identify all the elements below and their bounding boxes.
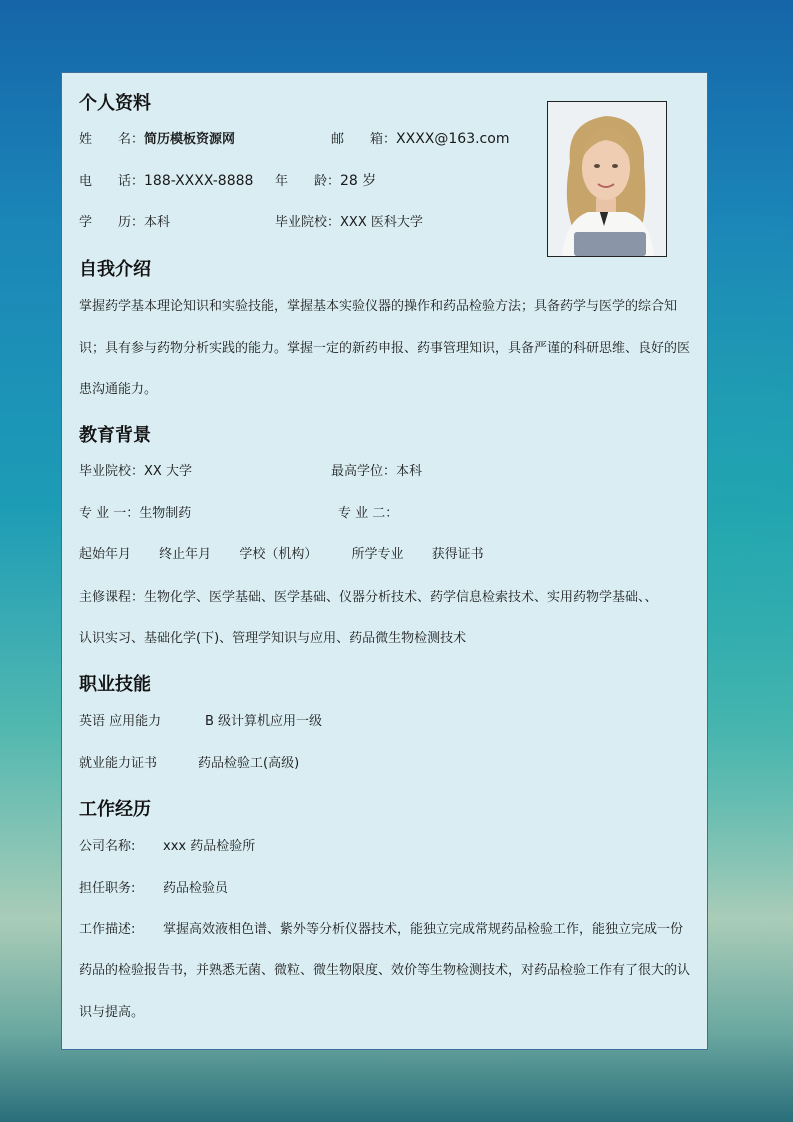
section-title-personal: 个人资料: [79, 93, 151, 114]
degree-row: [79, 214, 170, 232]
section-title-work: 工作经历: [79, 799, 151, 820]
column-end-date: 终止年月: [159, 547, 212, 562]
company-label: 公司名称:: [79, 839, 136, 854]
column-start-date: 起始年月: [79, 547, 132, 562]
phone-row: [79, 172, 253, 191]
company-value: xxx 药品检验所: [163, 839, 256, 854]
name-value: 简历模板资源网: [144, 132, 236, 147]
major2-row: [338, 505, 398, 523]
column-school: 学校（机构）: [239, 547, 318, 562]
major1-value: 生物制药: [139, 506, 192, 521]
desc-rest: 药品的检验报告书，并熟悉无菌、微粒、微生物限度、效价等生物检测技术，对药品检验工作有了很大的认识与提高。: [79, 963, 691, 1020]
major1-row: [79, 505, 191, 523]
portrait-image: [548, 102, 666, 256]
column-certificate: 获得证书: [431, 547, 484, 562]
skill-computer: B 级计算机应用一级: [205, 714, 323, 729]
age-row: [275, 172, 376, 191]
name-row: [79, 131, 235, 149]
skill-drug-inspector: 药品检验工(高级): [198, 756, 300, 771]
major1-label: 专 业 一：: [79, 506, 140, 521]
email-label: 邮 箱：: [331, 132, 397, 147]
position-value: 药品检验员: [163, 881, 229, 896]
skill-english: 英语 应用能力: [79, 714, 162, 729]
profile-photo: [547, 101, 667, 257]
courses-line-2: 认识实习、基础化学(下)、管理学知识与应用、药品微生物检测技术: [79, 631, 467, 646]
age-label: 年 龄：: [275, 174, 341, 189]
email-value: XXXX@163.com: [396, 131, 510, 147]
section-title-skills: 职业技能: [79, 674, 151, 695]
section-title-intro: 自我介绍: [79, 259, 151, 280]
school-value: XXX 医科大学: [340, 215, 423, 230]
resume-card: [61, 72, 708, 1050]
edu-degree-value: 本科: [396, 464, 423, 479]
school-label: 毕业院校：: [275, 215, 341, 230]
desc-line-1: 掌握高效液相色谱、紫外等分析仪器技术，能独立完成常规药品检验工作，能独立完成一份: [163, 922, 684, 937]
edu-degree-row: [331, 463, 422, 481]
desc-label: 工作描述:: [79, 922, 136, 937]
school-row: [275, 214, 423, 232]
major2-label: 专 业 二：: [338, 506, 399, 521]
phone-label: 电 话：: [79, 174, 145, 189]
courses-line-1: 主修课程：生物化学、医学基础、医学基础、仪器分析技术、药学信息检索技术、实用药物学基础、、: [79, 590, 658, 605]
degree-label: 学 历：: [79, 215, 145, 230]
edu-school-label: 毕业院校：: [79, 464, 145, 479]
name-label: 姓 名：: [79, 132, 145, 147]
intro-text: 掌握药学基本理论知识和实验技能，掌握基本实验仪器的操作和药品检验方法；具备药学与医学的综合知识；具有参与药物分析实践的能力。掌握一定的新药申报、药事管理知识，具备严谨的科研思维、良好的医患沟通能力。: [79, 299, 691, 397]
phone-value: 188-XXXX-8888: [144, 173, 254, 189]
edu-degree-label: 最高学位：: [331, 464, 397, 479]
degree-value: 本科: [144, 215, 171, 230]
position-label: 担任职务:: [79, 881, 136, 896]
skill-employment-cert: 就业能力证书: [79, 756, 158, 771]
edu-school-row: [79, 463, 192, 481]
section-title-education: 教育背景: [79, 425, 151, 446]
edu-school-value: XX 大学: [144, 464, 192, 479]
column-major: 所学专业: [351, 547, 404, 562]
edu-column-headers: [79, 546, 484, 564]
age-value: 28 岁: [340, 173, 377, 189]
email-row: [331, 130, 509, 149]
